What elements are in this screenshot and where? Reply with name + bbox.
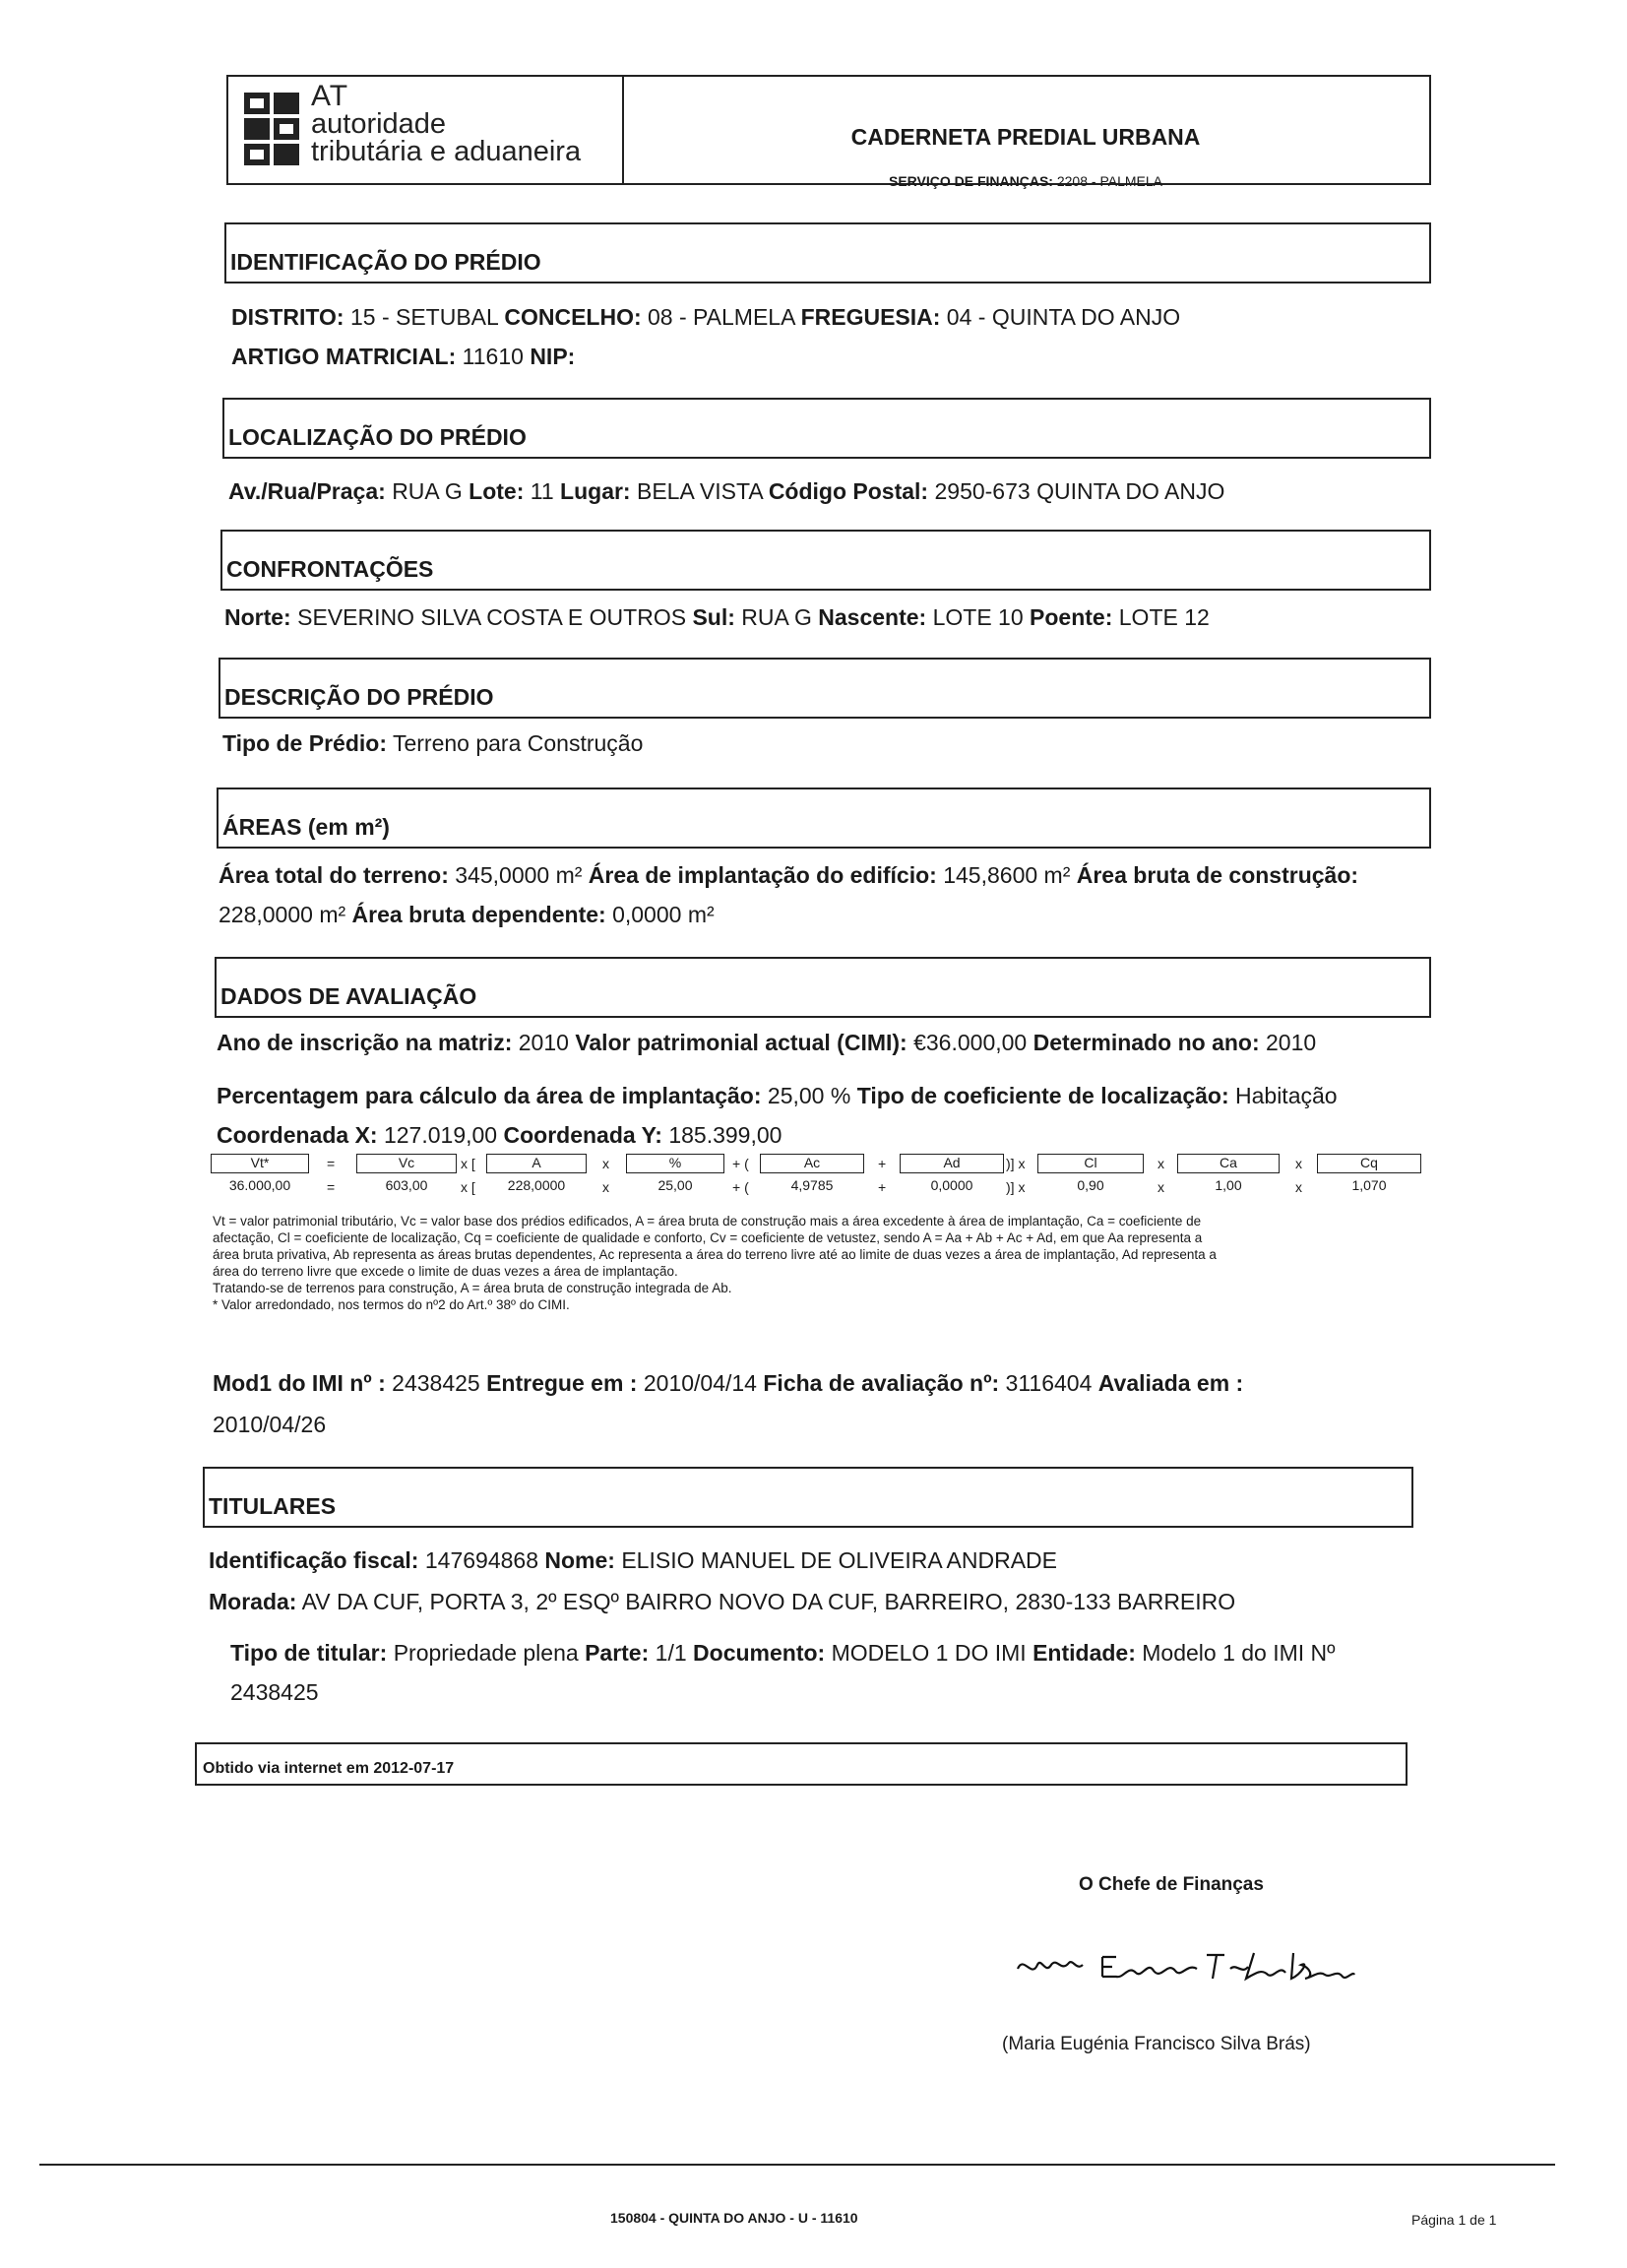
localizacao-line: [228, 478, 1224, 505]
nome-label: Nome:: [544, 1547, 615, 1573]
lugar-value: BELA VISTA: [637, 478, 763, 504]
determinado-ano-value: 2010: [1266, 1030, 1317, 1055]
lote-value: 11: [530, 478, 554, 504]
formula-cl-box: Cl: [1037, 1154, 1144, 1173]
section-identificacao: [224, 222, 1431, 284]
coordenada-y-label: Coordenada Y:: [503, 1122, 662, 1148]
sul-label: Sul:: [692, 604, 735, 630]
titulares-line3: [230, 1640, 1336, 1667]
document-title: CADERNETA PREDIAL URBANA: [850, 124, 1201, 150]
avaliacao-line3: [217, 1122, 782, 1149]
section-areas: [217, 788, 1431, 849]
sul-value: RUA G: [741, 604, 812, 630]
formula-op: x: [1158, 1156, 1164, 1171]
distrito-label: DISTRITO:: [231, 304, 344, 330]
service-label: SERVIÇO DE FINANÇAS:: [888, 173, 1053, 189]
distrito-value: 15 - SETUBAL: [349, 304, 498, 330]
area-bruta-label: Área bruta de construção:: [1076, 862, 1359, 888]
poente-label: Poente:: [1030, 604, 1113, 630]
section-titulares: [203, 1467, 1413, 1528]
freguesia-value: 04 - QUINTA DO ANJO: [946, 304, 1181, 330]
logo-line-autoridade: autoridade: [311, 108, 447, 140]
parte-value: 1/1: [655, 1640, 687, 1666]
tipo-titular-label: Tipo de titular:: [230, 1640, 388, 1666]
service-value: 2208 - PALMELA: [1056, 173, 1162, 189]
coordenada-x-value: 127.019,00: [383, 1122, 498, 1148]
mod1-value: 2438425: [392, 1370, 480, 1396]
formula-op: x [: [461, 1179, 475, 1195]
formula-ac-value: 4,9785: [790, 1177, 834, 1193]
formula-cq-value: 1,070: [1351, 1177, 1387, 1193]
note-line: Vt = valor patrimonial tributário, Vc = valor base dos prédios edificados, A = área bruta de construção mais a área excedente à área de implantação, Ca = coeficiente de: [213, 1214, 1202, 1228]
note-line: área do terreno livre que excede o limite de duas vezes a área de implantação.: [213, 1264, 678, 1279]
titulares-line4: [230, 1679, 319, 1706]
artigo-label: ARTIGO MATRICIAL:: [231, 344, 457, 369]
morada-label: Morada:: [209, 1589, 297, 1614]
concelho-value: 08 - PALMELA: [648, 304, 795, 330]
logo-line-tributaria: tributária e aduaneira: [311, 136, 582, 167]
lugar-label: Lugar:: [560, 478, 631, 504]
note-line: Tratando-se de terrenos para construção, A = área bruta de construção integrada de Ab.: [213, 1281, 732, 1295]
formula-op: x: [1295, 1156, 1302, 1171]
formula-op: x [: [461, 1156, 475, 1171]
entidade-value: Modelo 1 do IMI Nº: [1142, 1640, 1336, 1666]
poente-value: LOTE 12: [1118, 604, 1210, 630]
handwritten-signature: [1014, 1935, 1358, 1994]
section-heading: LOCALIZAÇÃO DO PRÉDIO: [228, 424, 527, 450]
formula-notes: [213, 1213, 1433, 1313]
section-heading: DESCRIÇÃO DO PRÉDIO: [224, 684, 494, 710]
codigo-postal-value: 2950-673 QUINTA DO ANJO: [934, 478, 1225, 504]
formula-cl-value: 0,90: [1077, 1177, 1104, 1193]
formula-ac-box: Ac: [760, 1154, 864, 1173]
concelho-label: CONCELHO:: [504, 304, 642, 330]
areas-line1: [219, 862, 1358, 889]
document-header: [226, 75, 1431, 189]
entregue-value: 2010/04/14: [643, 1370, 757, 1396]
section-avaliacao: [215, 957, 1431, 1018]
nascente-value: LOTE 10: [932, 604, 1024, 630]
valor-patrimonial-value: €36.000,00: [913, 1030, 1028, 1055]
formula-op: +: [878, 1156, 887, 1171]
area-total-value: 345,0000 m²: [455, 862, 583, 888]
formula-ca-box: Ca: [1177, 1154, 1280, 1173]
ficha-label: Ficha de avaliação nº:: [763, 1370, 1000, 1396]
section-descricao: [219, 658, 1431, 719]
nif-value: 147694868: [424, 1547, 538, 1573]
footer-divider: [39, 2164, 1555, 2166]
formula-op: + (: [732, 1156, 749, 1171]
entregue-label: Entregue em :: [486, 1370, 638, 1396]
documento-label: Documento:: [693, 1640, 826, 1666]
coordenada-x-label: Coordenada X:: [217, 1122, 378, 1148]
norte-value: SEVERINO SILVA COSTA E OUTROS: [297, 604, 687, 630]
parte-label: Parte:: [585, 1640, 650, 1666]
obtido-text: Obtido via internet em 2012-07-17: [203, 1760, 455, 1777]
tipo-predio-value: Terreno para Construção: [392, 730, 644, 756]
formula-op: )] x: [1006, 1179, 1026, 1195]
nif-label: Identificação fiscal:: [209, 1547, 419, 1573]
area-implantacao-label: Área de implantação do edifício:: [588, 862, 937, 888]
tipo-coeficiente-value: Habitação: [1235, 1083, 1338, 1108]
codigo-postal-label: Código Postal:: [768, 478, 929, 504]
area-implantacao-value: 145,8600 m²: [943, 862, 1071, 888]
formula-pct-box: %: [626, 1154, 724, 1173]
note-line: área bruta privativa, Ab representa as áreas brutas dependentes, Ac representa a área do terreno livre até ao limite de duas vezes a área de implantação, Ad representa a: [213, 1247, 1217, 1262]
formula-ca-value: 1,00: [1215, 1177, 1242, 1193]
ficha-value: 3116404: [1005, 1370, 1093, 1396]
tipo-titular-value: Propriedade plena: [393, 1640, 579, 1666]
area-total-label: Área total do terreno:: [219, 862, 449, 888]
formula-vc-box: Vc: [356, 1154, 457, 1173]
note-line: * Valor arredondado, nos termos do nº2 do Art.º 38º do CIMI.: [213, 1297, 570, 1312]
confrontacoes-line: [224, 604, 1210, 631]
section-heading: TITULARES: [209, 1493, 337, 1519]
section-heading: ÁREAS (em m²): [222, 814, 390, 840]
avaliada-label: Avaliada em :: [1097, 1370, 1244, 1396]
percentagem-label: Percentagem para cálculo da área de implantação:: [217, 1083, 762, 1108]
section-confrontacoes: [220, 530, 1431, 591]
avaliacao-line2: [217, 1083, 1338, 1109]
nome-value: ELISIO MANUEL DE OLIVEIRA ANDRADE: [621, 1547, 1057, 1573]
areas-line2: [219, 902, 715, 928]
logo-line-at: AT: [311, 80, 349, 112]
formula-op: x: [1158, 1179, 1164, 1195]
formula-pct-value: 25,00: [657, 1177, 693, 1193]
signature-name: (Maria Eugénia Francisco Silva Brás): [1002, 2034, 1311, 2054]
formula-op: x: [1295, 1179, 1302, 1195]
identificacao-line1: [231, 304, 1180, 331]
identificacao-line2: [231, 344, 575, 370]
nip-label: NIP:: [530, 344, 576, 369]
service-line: [622, 173, 1429, 189]
titulares-line1: [209, 1547, 1057, 1574]
section-heading: IDENTIFICAÇÃO DO PRÉDIO: [230, 249, 541, 275]
section-localizacao: [222, 398, 1431, 459]
morada-value: AV DA CUF, PORTA 3, 2º ESQº BAIRRO NOVO DA CUF, BARREIRO, 2830-133 BARREIRO: [301, 1589, 1236, 1614]
signature-role: O Chefe de Finanças: [1079, 1874, 1264, 1895]
coordenada-y-value: 185.399,00: [668, 1122, 782, 1148]
freguesia-label: FREGUESIA:: [800, 304, 941, 330]
obtido-box: [195, 1742, 1408, 1786]
formula-op: =: [327, 1156, 336, 1171]
formula-op: x: [602, 1156, 609, 1171]
at-emblem-icon: [242, 87, 305, 171]
mod1-line2: [213, 1412, 326, 1438]
footer-code: 150804 - QUINTA DO ANJO - U - 11610: [610, 2210, 858, 2226]
valor-patrimonial-label: Valor patrimonial actual (CIMI):: [575, 1030, 907, 1055]
norte-label: Norte:: [224, 604, 291, 630]
descricao-line: [222, 730, 643, 757]
tipo-coeficiente-label: Tipo de coeficiente de localização:: [856, 1083, 1229, 1108]
ano-inscricao-value: 2010: [518, 1030, 569, 1055]
formula-vc-value: 603,00: [385, 1177, 428, 1193]
lote-label: Lote:: [469, 478, 525, 504]
footer-page-number: Página 1 de 1: [1411, 2212, 1497, 2228]
area-dependente-label: Área bruta dependente:: [351, 902, 606, 927]
mod1-line1: [213, 1370, 1243, 1397]
entidade-value-continued: 2438425: [230, 1679, 319, 1705]
section-heading: CONFRONTAÇÕES: [226, 556, 434, 582]
avaliada-value: 2010/04/26: [213, 1412, 327, 1437]
formula-a-box: A: [486, 1154, 587, 1173]
formula-vt-box: Vt*: [211, 1154, 309, 1173]
nascente-label: Nascente:: [818, 604, 927, 630]
formula-ad-box: Ad: [900, 1154, 1004, 1173]
rua-value: RUA G: [392, 478, 463, 504]
formula-ad-value: 0,0000: [930, 1177, 973, 1193]
documento-value: MODELO 1 DO IMI: [831, 1640, 1027, 1666]
formula-op: =: [327, 1179, 336, 1195]
avaliacao-line1: [217, 1030, 1316, 1056]
formula-op: +: [878, 1179, 887, 1195]
percentagem-value: 25,00 %: [767, 1083, 851, 1108]
ano-inscricao-label: Ano de inscrição na matriz:: [217, 1030, 513, 1055]
at-logo: [228, 77, 624, 183]
formula-a-value: 228,0000: [507, 1177, 566, 1193]
formula-op: x: [602, 1179, 609, 1195]
formula-vt-value: 36.000,00: [228, 1177, 291, 1193]
note-line: afectação, Cl = coeficiente de localização, Cq = coeficiente de qualidade e conforto, Cv = coeficiente de vetustez, sendo A = Aa + Ab + Ac + Ad, em que Aa representa a: [213, 1230, 1203, 1245]
area-bruta-value: 228,0000 m²: [219, 902, 346, 927]
formula-cq-box: Cq: [1317, 1154, 1421, 1173]
determinado-ano-label: Determinado no ano:: [1033, 1030, 1260, 1055]
tipo-predio-label: Tipo de Prédio:: [222, 730, 387, 756]
entidade-label: Entidade:: [1033, 1640, 1136, 1666]
formula-op: )] x: [1006, 1156, 1026, 1171]
rua-label: Av./Rua/Praça:: [228, 478, 386, 504]
section-heading: DADOS DE AVALIAÇÃO: [220, 983, 477, 1009]
formula-op: + (: [732, 1179, 749, 1195]
mod1-label: Mod1 do IMI nº :: [213, 1370, 386, 1396]
area-dependente-value: 0,0000 m²: [612, 902, 715, 927]
artigo-value: 11610: [462, 344, 524, 369]
titulares-line2: [209, 1589, 1235, 1615]
